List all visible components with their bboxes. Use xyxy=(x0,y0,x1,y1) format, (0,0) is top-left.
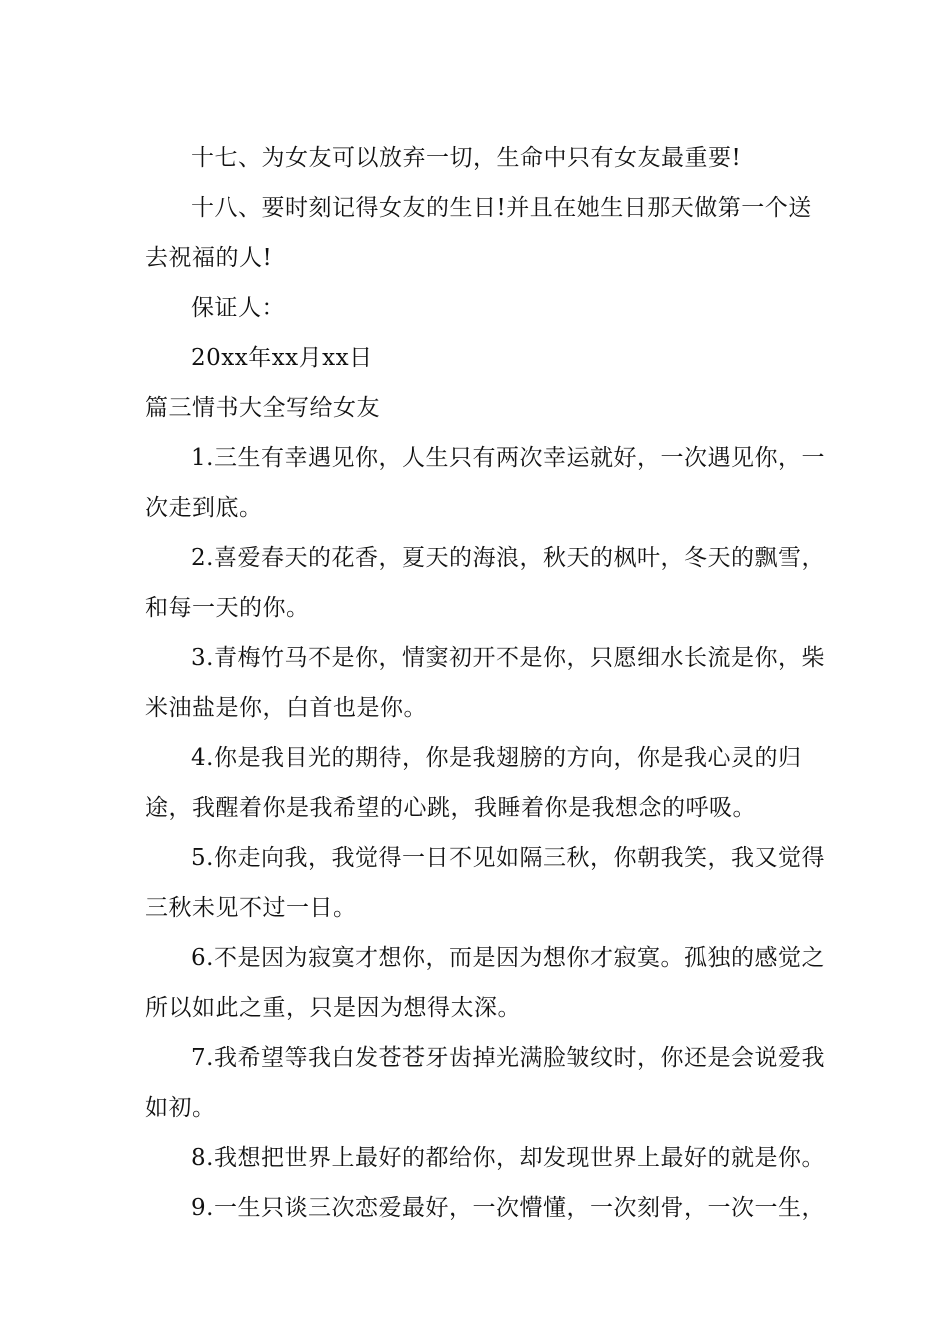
paragraph-vow-17: 十七、为女友可以放弃一切，生命中只有女友最重要! xyxy=(191,145,742,171)
document-body xyxy=(145,133,825,1233)
list-item: 2.喜爱春天的花香，夏天的海浪，秋天的枫叶，冬天的飘雪，和每一天的你。 xyxy=(145,545,825,621)
list-item: 5.你走向我，我觉得一日不见如隔三秋，你朝我笑，我又觉得三秋未见不过一日。 xyxy=(145,845,825,921)
section-heading: 篇三情书大全写给女友 xyxy=(145,395,380,421)
list-item: 4.你是我目光的期待，你是我翅膀的方向，你是我心灵的归途，我醒着你是我希望的心跳，我睡着你是我想念的呼吸。 xyxy=(145,745,802,821)
list-item: 3.青梅竹马不是你，情窦初开不是你，只愿细水长流是你，柴米油盐是你，白首也是你。 xyxy=(145,645,825,721)
paragraph-vow-18: 十八、要时刻记得女友的生日!并且在她生日那天做第一个送去祝福的人! xyxy=(145,195,812,271)
list-item: 9.一生只谈三次恋爱最好，一次懵懂，一次刻骨，一次一生， xyxy=(191,1195,825,1221)
guarantor-label: 保证人： xyxy=(191,295,285,321)
list-item: 1.三生有幸遇见你，人生只有两次幸运就好，一次遇见你，一次走到底。 xyxy=(145,445,825,521)
signature-date: 20xx年xx月xx日 xyxy=(191,345,373,371)
list-item: 8.我想把世界上最好的都给你，却发现世界上最好的就是你。 xyxy=(191,1145,825,1171)
list-item: 6.不是因为寂寞才想你，而是因为想你才寂寞。孤独的感觉之所以如此之重，只是因为想得太深。 xyxy=(145,945,825,1021)
list-item: 7.我希望等我白发苍苍牙齿掉光满脸皱纹时，你还是会说爱我如初。 xyxy=(145,1045,825,1121)
